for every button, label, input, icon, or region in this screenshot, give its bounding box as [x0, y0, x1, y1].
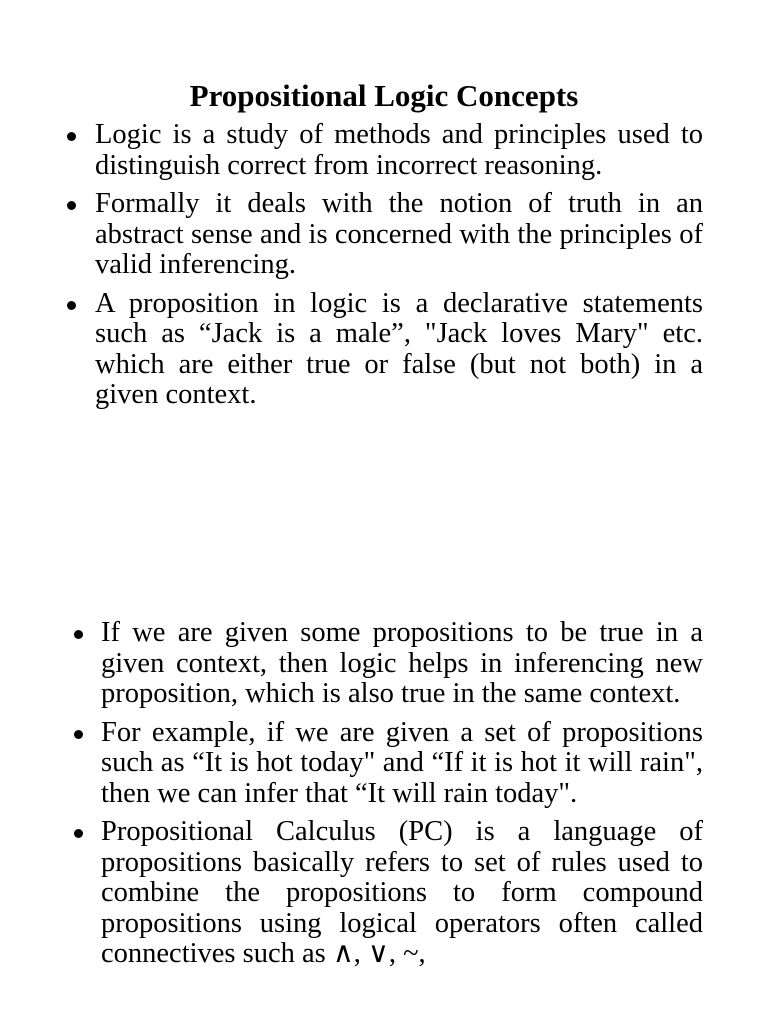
list-item-text: A proposition in logic is a declarative statements such as “Jack is a male”, "Jack loves Mary" etc. which are either true or false (but not both) in a given context. — [95, 287, 703, 410]
bullet-icon — [67, 132, 76, 141]
page-title: Propositional Logic Concepts — [189, 78, 579, 113]
bullet-icon — [74, 730, 83, 739]
list-item-text: Formally it deals with the notion of truth in an abstract sense and is concerned with the principles of valid inferencing. — [95, 188, 703, 280]
list-item — [101, 718, 703, 810]
bullet-list-inference — [101, 618, 703, 978]
list-item — [95, 120, 703, 181]
list-item-text: If we are given some propositions to be true in a given context, then logic helps in inferencing new proposition, which is also true in the same context. — [101, 617, 703, 709]
list-item — [101, 817, 703, 970]
bullet-icon — [74, 630, 83, 639]
list-item-text: Logic is a study of methods and principles used to distinguish correct from incorrect reasoning. — [95, 119, 703, 181]
bullet-icon — [67, 301, 76, 310]
bullet-list-intro — [95, 120, 703, 419]
list-item-text: For example, if we are given a set of propositions such as “It is hot today" and “If it is hot it will rain", then we can infer that “It will rain today". — [101, 716, 703, 809]
list-item-text: Propositional Calculus (PC) is a language of propositions basically refers to set of rules used to combine the propositions to form compound propositions using logical operators often called connectives such as ∧, ∨, ~, — [101, 816, 703, 969]
list-item — [95, 189, 703, 281]
list-item — [101, 618, 703, 710]
bullet-icon — [74, 829, 83, 838]
bullet-icon — [67, 201, 76, 210]
list-item — [95, 289, 703, 411]
